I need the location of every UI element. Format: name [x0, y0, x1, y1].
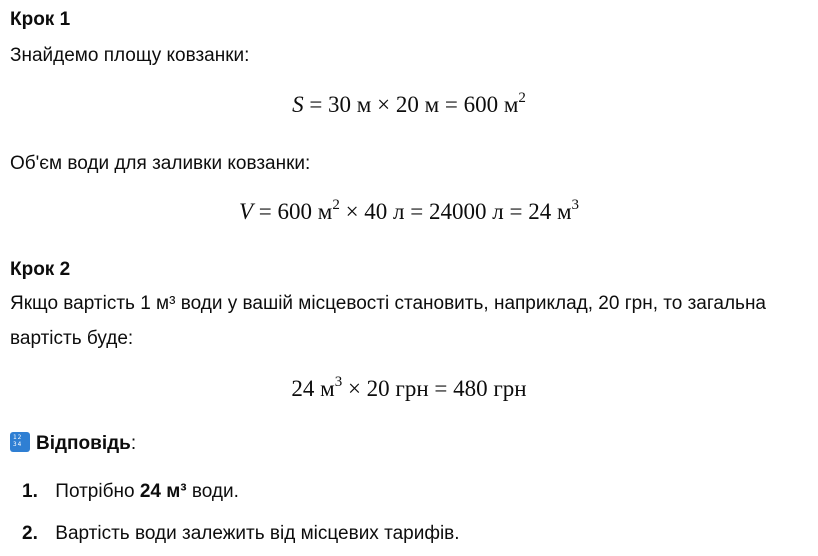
- volume-exponent-2: 3: [571, 197, 580, 213]
- step-1-heading: Крок 1: [10, 9, 71, 30]
- answer-item-1-bold: 24 м³: [139, 481, 187, 502]
- area-intro-text: Знайдемо площу ковзанки:: [10, 45, 250, 66]
- step-2-text-line-1: Якщо вартість 1 м³ води у вашій місцевості становить, наприклад, 20 грн, то загальна: [10, 293, 767, 314]
- volume-intro-text: Об'єм води для заливки ковзанки:: [10, 153, 311, 174]
- answer-item-2-text: Вартість води залежить від місцевих тарифів.: [55, 523, 460, 544]
- answer-item-1-prefix: Потрібно: [55, 481, 135, 502]
- answer-item-2-number: 2.: [22, 523, 38, 544]
- answer-item-1: [22, 480, 239, 504]
- area-expression: = 30 м × 20 м = 600 м: [309, 92, 519, 117]
- area-exponent: 2: [518, 90, 526, 106]
- answer-item-2: [22, 522, 460, 546]
- area-variable: S: [292, 92, 304, 117]
- volume-exponent-1: 2: [332, 197, 340, 213]
- cost-expression-part1: 24 м: [291, 376, 335, 401]
- volume-expression-part2: × 40 л = 24000 л = 24 м: [345, 199, 572, 224]
- answer-colon: :: [130, 433, 137, 454]
- answer-label: Відповідь: [36, 433, 131, 454]
- answer-heading: [10, 432, 808, 456]
- cost-formula: [0, 374, 818, 404]
- answer-item-1-suffix: води.: [191, 481, 239, 502]
- cost-exponent: 3: [334, 374, 343, 390]
- volume-formula: [0, 197, 818, 227]
- numbers-icon: 12 34: [10, 432, 30, 452]
- volume-variable: V: [238, 199, 254, 224]
- step-2-text-line-2: вартість буде:: [10, 328, 134, 349]
- area-formula: [0, 90, 818, 120]
- volume-expression-part1: = 600 м: [258, 199, 333, 224]
- cost-expression-part2: × 20 грн = 480 грн: [347, 376, 527, 401]
- step-2-heading: Крок 2: [10, 259, 71, 280]
- answer-item-1-number: 1.: [22, 481, 38, 502]
